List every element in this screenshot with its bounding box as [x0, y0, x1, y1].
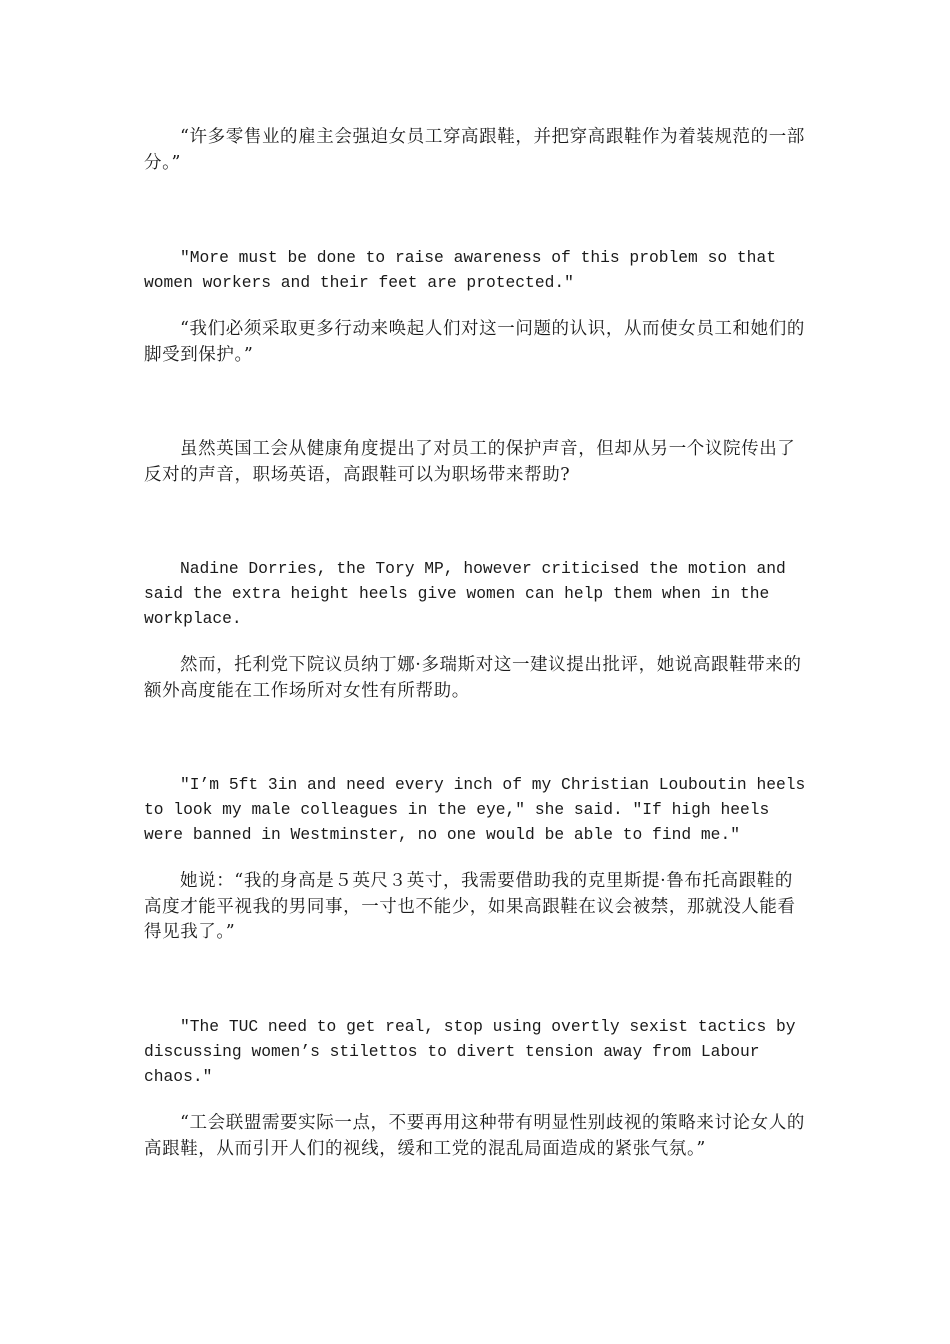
paragraph-en-4: "The TUC need to get real, stop using overtly sexist tactics by discussing women’s stilettos to divert tension away from Labour chaos.": [144, 1017, 796, 1086]
paragraph-zh-6: “工会联盟需要实际一点，不要再用这种带有明显性别歧视的策略来讨论女人的高跟鞋，从而引开人们的视线，缓和工党的混乱局面造成的紧张气氛。”: [144, 1113, 805, 1159]
paragraph-en-2: Nadine Dorries, the Tory MP, however criticised the motion and said the extra height heels give women can help them when in the workplace.: [144, 559, 786, 628]
paragraph-zh-4: 然而，托利党下院议员纳丁娜·多瑞斯对这一建议提出批评，她说高跟鞋带来的额外高度能在工作场所对女性有所帮助。: [144, 655, 802, 701]
paragraph-en-3: "I’m 5ft 3in and need every inch of my Christian Louboutin heels to look my male colleagues in the eye," she said. "If high heels were banned in Westminster, no one would be able to find me.": [144, 775, 806, 844]
paragraph-zh-2: “我们必须采取更多行动来唤起人们对这一问题的认识，从而使女员工和她们的脚受到保护。”: [144, 319, 805, 365]
paragraph-zh-3: 虽然英国工会从健康角度提出了对员工的保护声音，但却从另一个议院传出了反对的声音，职场英语，高跟鞋可以为职场带来帮助?: [144, 439, 796, 485]
paragraph-en-1: "More must be done to raise awareness of this problem so that women workers and their feet are protected.": [144, 248, 776, 292]
paragraph-zh-1: “许多零售业的雇主会强迫女员工穿高跟鞋，并把穿高跟鞋作为着装规范的一部分。”: [144, 127, 805, 173]
paragraph-zh-5: 她说：“我的身高是５英尺３英寸，我需要借助我的克里斯提·鲁布托高跟鞋的高度才能平视我的男同事，一寸也不能少，如果高跟鞋在议会被禁，那就没人能看得见我了。”: [144, 871, 796, 942]
